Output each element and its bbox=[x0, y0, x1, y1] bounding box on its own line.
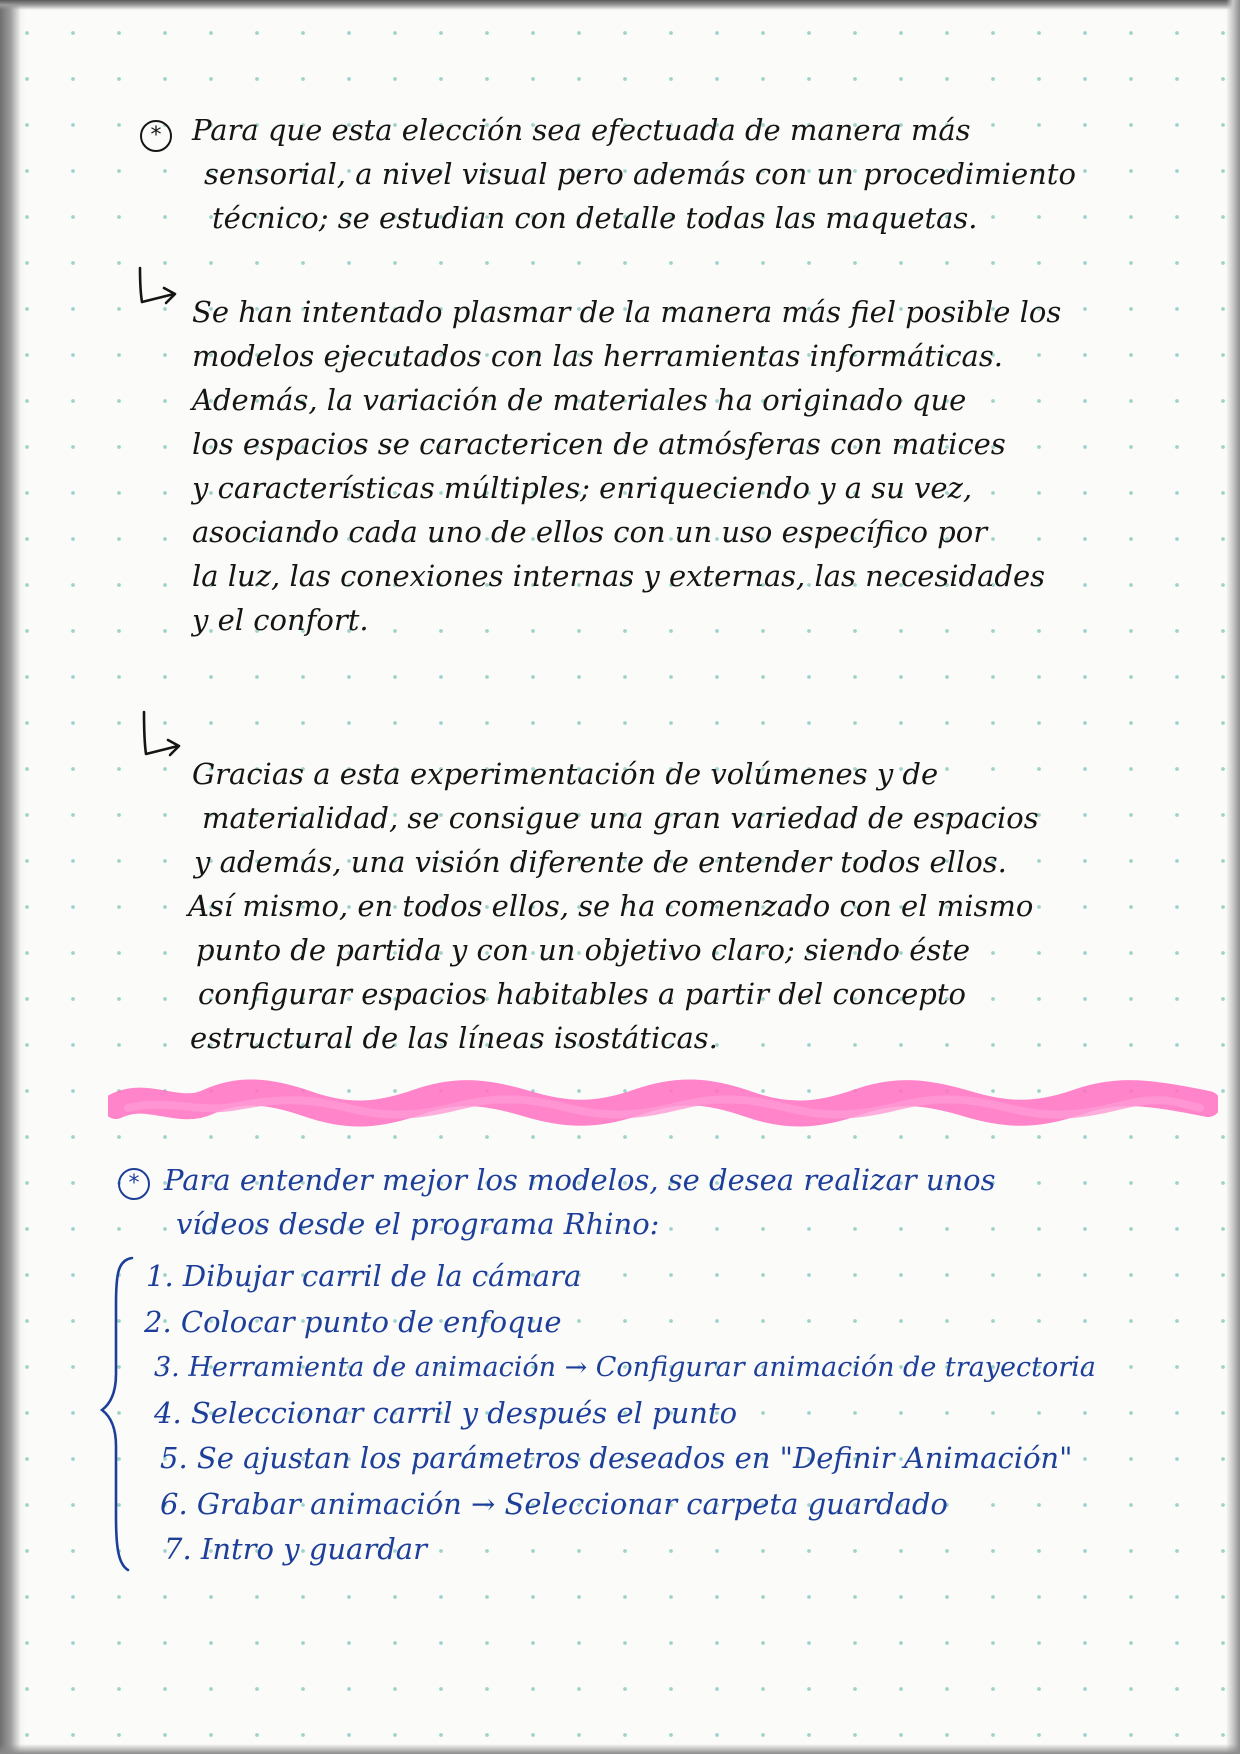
list-item: 2. Colocar punto de enfoque bbox=[144, 1304, 562, 1339]
note-1-line-1: Para que esta elección sea efectuada de manera más bbox=[192, 113, 971, 147]
note-3-line-4: Así mismo, en todos ellos, se ha comenzado con el mismo bbox=[188, 889, 1034, 923]
asterisk-in-circle-icon: * bbox=[118, 1168, 150, 1200]
note-2-line-7: la luz, las conexiones internas y externas, las necesidades bbox=[192, 559, 1045, 593]
rhino-steps-list bbox=[146, 1254, 1096, 1573]
note-2-line-5: y características múltiples; enriqueciendo y a su vez, bbox=[192, 471, 973, 505]
note-1-line-2: sensorial, a nivel visual pero además con un procedimiento bbox=[204, 157, 1076, 191]
note-2-line-8: y el confort. bbox=[192, 603, 369, 637]
hooked-arrow-icon bbox=[134, 264, 186, 314]
note-2-line-3: Además, la variación de materiales ha originado que bbox=[192, 383, 967, 417]
list-item: 6. Grabar animación → Seleccionar carpeta guardado bbox=[160, 1486, 948, 1521]
note-4-intro bbox=[164, 1158, 996, 1246]
note-2-line-4: los espacios se caractericen de atmósferas con matices bbox=[192, 427, 1006, 461]
curly-brace-icon bbox=[98, 1254, 138, 1574]
note-4-intro-line-1: Para entender mejor los modelos, se desea realizar unos bbox=[164, 1163, 996, 1197]
note-3-line-7: estructural de las líneas isostáticas. bbox=[190, 1021, 718, 1055]
note-3-line-1: Gracias a esta experimentación de volúmenes y de bbox=[192, 757, 939, 791]
page-edge-shadow-right bbox=[1226, 0, 1240, 1754]
list-item: 7. Intro y guardar bbox=[164, 1532, 427, 1566]
note-3-line-3: y además, una visión diferente de entender todos ellos. bbox=[194, 845, 1007, 879]
note-3-line-5: punto de partida y con un objetivo claro; siendo éste bbox=[196, 933, 971, 967]
note-3-line-6: configurar espacios habitables a partir del concepto bbox=[198, 977, 966, 1011]
hooked-arrow-icon bbox=[138, 708, 190, 766]
note-3-line-2: materialidad, se consigue una gran variedad de espacios bbox=[202, 801, 1039, 835]
list-item: 4. Seleccionar carril y después el punto bbox=[154, 1395, 738, 1430]
note-1-paragraph bbox=[192, 108, 1076, 240]
note-3-paragraph bbox=[188, 752, 1039, 1060]
page-edge-shadow-bottom bbox=[0, 1744, 1240, 1754]
asterisk-in-circle-icon: * bbox=[140, 120, 172, 152]
list-item: 5. Se ajustan los parámetros deseados en "Definir Animación" bbox=[160, 1441, 1073, 1475]
list-item: 1. Dibujar carril de la cámara bbox=[146, 1259, 582, 1293]
note-4-intro-line-2: vídeos desde el programa Rhino: bbox=[176, 1207, 660, 1241]
pink-wavy-highlighter-line bbox=[108, 1072, 1218, 1142]
note-2-line-2: modelos ejecutados con las herramientas informáticas. bbox=[192, 339, 1003, 373]
page-edge-shadow-left bbox=[0, 0, 26, 1754]
page-edge-shadow-top bbox=[0, 0, 1240, 10]
note-1-line-3: técnico; se estudian con detalle todas las maquetas. bbox=[212, 201, 978, 235]
note-2-line-6: asociando cada uno de ellos con un uso específico por bbox=[192, 515, 988, 549]
list-item: 3. Herramienta de animación → Configurar animación de trayectoria bbox=[154, 1352, 1096, 1383]
note-2-paragraph bbox=[192, 290, 1061, 642]
note-2-line-1: Se han intentado plasmar de la manera más fiel posible los bbox=[192, 295, 1062, 329]
